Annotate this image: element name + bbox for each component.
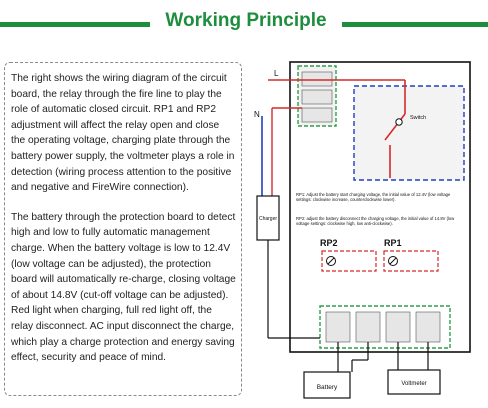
neutral-wire-label: N bbox=[254, 110, 260, 119]
switch-label: Switch bbox=[410, 115, 427, 121]
rp2-label: RP2 bbox=[320, 238, 338, 248]
rp2-note: RP2: adjust the battery disconnect the charging voltage, the initial value of 14.8V (low voltage settings: clockwise high, low anti-clockwise). bbox=[296, 216, 455, 227]
rp1-label: RP1 bbox=[384, 238, 402, 248]
relay-area bbox=[354, 86, 464, 180]
voltmeter-label: Voltmeter bbox=[401, 381, 427, 387]
description-paragraph-1: The right shows the wiring diagram of the circuit board, the relay through the fire line to play the role of automatic closed circuit. RP1 and RP2 adjustment will affect the relay open and close the operating voltage, charging plate through the battery power supply, the voltmeter plays a role in detection (wiring process attention to the positive and negative and FireWire connection). bbox=[11, 73, 235, 194]
charger-label: Charger bbox=[258, 216, 278, 222]
description-paragraph-2: The battery through the protection board to detect high and low to fully automatic management charge. When the battery voltage is low to 12.4V (low voltage can be adjusted), the protection board will automatically re-charge, closing voltage of about 14.8V (cut-off voltage can be adjusted). Red light when charging, full red light off, the relay disconnect. AC input disconnect the charge, which play a charge protection and energy saving effect, security and peace of mind. bbox=[11, 211, 236, 364]
battery-label: Battery bbox=[316, 384, 338, 391]
rp1-note: RP1: Adjust the battery start charging voltage, the initial value of 12.4V (low voltage settings: clockwise increase, counterclockwise lower). bbox=[296, 192, 451, 203]
input-terminal-block bbox=[298, 66, 336, 126]
page-title: Working Principle bbox=[165, 10, 327, 31]
output-terminal-block bbox=[320, 306, 450, 348]
live-wire-label: L bbox=[274, 69, 279, 78]
